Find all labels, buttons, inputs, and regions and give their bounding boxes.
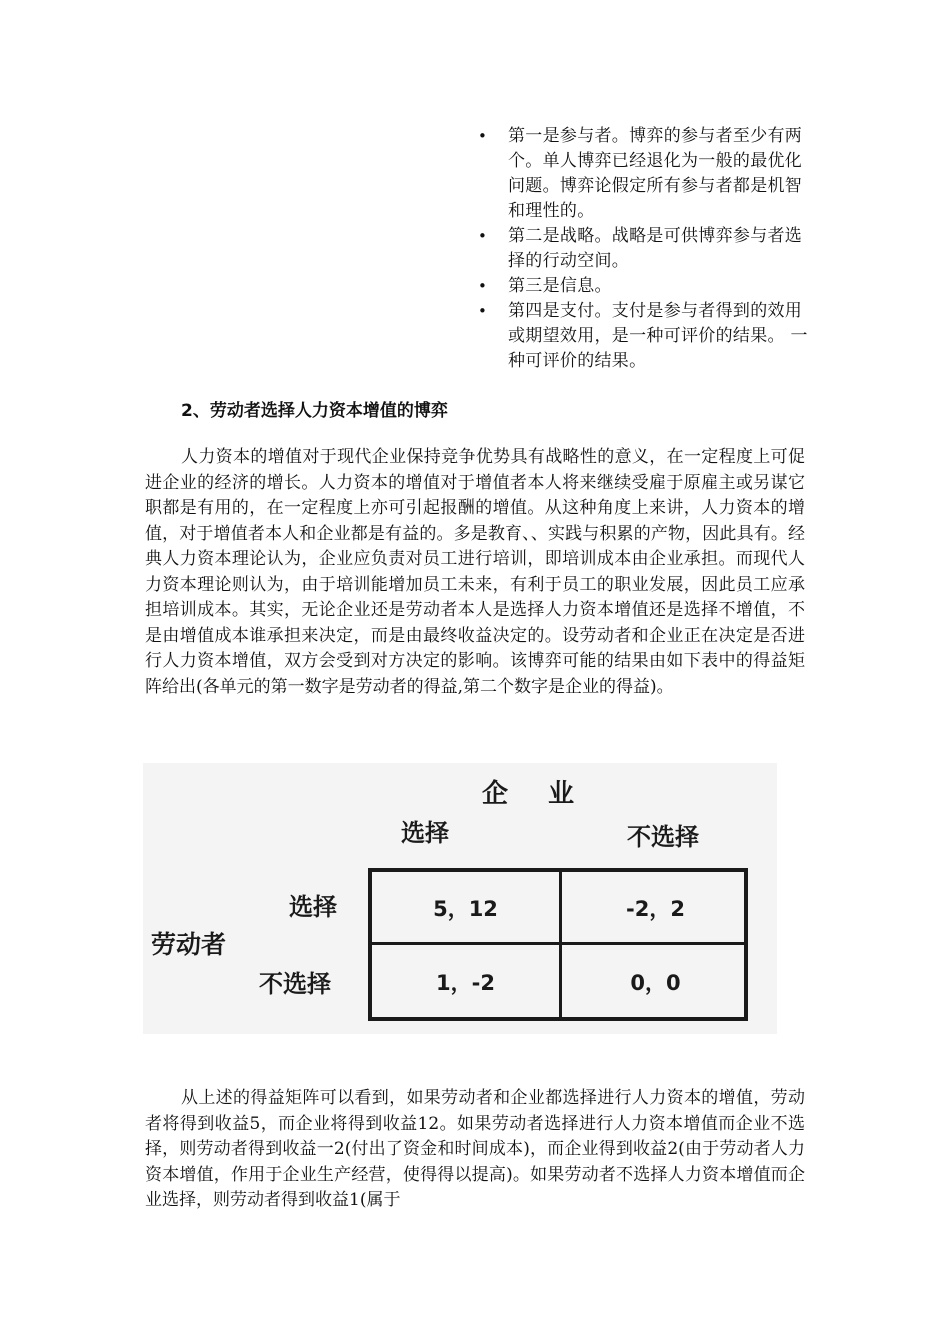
bullet-item: • 第四是支付。支付是参与者得到的效用或期望效用，是一种可评价的结果。 一种可评价的结果。 — [478, 299, 808, 374]
bullet-item: • 第一是参与者。博弈的参与者至少有两个。单人博弈已经退化为一般的最优化问题。博弈论假定所有参与者都是机智和理性的。 — [478, 124, 808, 224]
bullet-item: • 第三是信息。 — [478, 274, 808, 299]
row-player-label: 劳动者 — [151, 930, 227, 959]
payoff-cell: 5，12 — [433, 897, 498, 921]
payoff-cell: 1，-2 — [436, 970, 495, 995]
bullet-item: • 第二是战略。战略是可供博弈参与者选择的行动空间。 — [478, 224, 808, 274]
payoff-cell: -2，2 — [626, 897, 685, 921]
column-option-choose: 选择 — [401, 819, 449, 847]
bullet-list — [478, 124, 808, 374]
column-option-not-choose: 不选择 — [627, 823, 699, 851]
payoff-cell: 0，0 — [630, 970, 681, 995]
section-heading: 2、劳动者选择人力资本增值的博弈 — [181, 401, 448, 421]
payoff-matrix-figure — [143, 763, 777, 1034]
paragraph-analysis: 从上述的得益矩阵可以看到，如果劳动者和企业都选择进行人力资本的增值，劳动者将得到收益5，而企业将得到收益12。如果劳动者选择进行人力资本增值而企业不选择，则劳动者得到收益一2(付出了资金和时间成本)，而企业得到收益2(由于劳动者人力资本增值，作用于企业生产经营，使得得以提高)。如果劳动者不选择人力资本增值而企业选择，则劳动者得到收益1(属于 — [145, 1088, 805, 1210]
row-option-not-choose: 不选择 — [259, 970, 331, 998]
paragraph-intro: 人力资本的增值对于现代企业保持竞争优势具有战略性的意义，在一定程度上可促进企业的经济的增长。人力资本的增值对于增值者本人将来继续受雇于原雇主或另谋它职都是有用的，在一定程度上亦可引起报酬的增值。从这种角度上来讲，人力资本的增值，对于增值者本人和企业都是有益的。多是教育、、实践与积累的产物，因此具有。经典人力资本理论认为，企业应负责对员工进行培训，即培训成本由企业承担。而现代人力资本理论则认为，由于培训能增加员工未来，有利于员工的职业发展，因此员工应承担培训成本。其实，无论企业还是劳动者本人是选择人力资本增值还是选择不增值，不是由增值成本谁承担来决定，而是由最终收益决定的。设劳动者和企业正在决定是否进行人力资本增值，双方会受到对方决定的影响。该博弈可能的结果由如下表中的得益矩阵给出(各单元的第一数字是劳动者的得益,第二个数字是企业的得益)。 — [145, 447, 805, 697]
payoff-grid — [368, 868, 748, 1021]
column-player-label: 企业 — [482, 779, 615, 809]
row-option-choose: 选择 — [289, 893, 337, 921]
